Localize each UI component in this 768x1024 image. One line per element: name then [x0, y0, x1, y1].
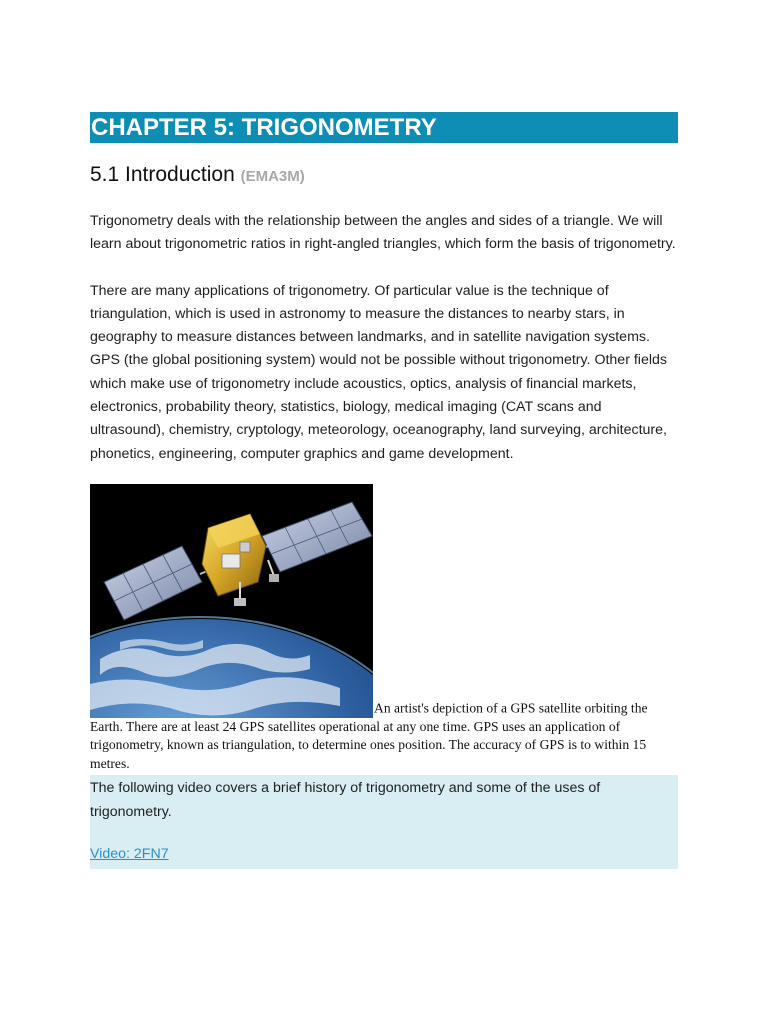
video-intro-text: The following video covers a brief history of trigonometry and some of the uses of trigonometry. — [90, 780, 601, 820]
document-page — [90, 112, 678, 869]
intro-paragraph: Trigonometry deals with the relationship between the angles and sides of a triangle. We will learn about trigonometric ratios in right-angled triangles, which form the basis of trigonometry. — [90, 213, 676, 253]
section-code: (EMA3M) — [240, 168, 305, 185]
gps-satellite-image — [90, 484, 373, 718]
section-heading — [90, 162, 678, 190]
section-title: 5.1 Introduction — [90, 163, 235, 186]
figure-block — [90, 484, 678, 774]
video-info-box — [90, 775, 678, 869]
chapter-title: CHAPTER 5: TRIGONOMETRY — [90, 112, 678, 143]
applications-paragraph: There are many applications of trigonometry. Of particular value is the technique of triangulation, which is used in astronomy to measure the distances to nearby stars, in geography to measure distances between landmarks, and in satellite navigation systems. GPS (the global positioning system) would not be possible without trigonometry. Other fields which make use of trigonometry include acoustics, optics, analysis of financial markets, electronics, probability theory, statistics, biology, medical imaging (CAT scans and ultrasound), chemistry, cryptology, meteorology, oceanography, land surveying, architecture, phonetics, engineering, computer graphics and game development. — [90, 282, 667, 462]
figure-caption: An artist's depiction of a GPS satellite orbiting the Earth. There are at least 24 GPS satellites operational at any one time. GPS uses an application of trigonometry, known as triangulation, to determine ones position. The accuracy of GPS is to within 15 metres. — [90, 700, 648, 771]
video-link[interactable]: Video: 2FN7 — [90, 846, 169, 863]
